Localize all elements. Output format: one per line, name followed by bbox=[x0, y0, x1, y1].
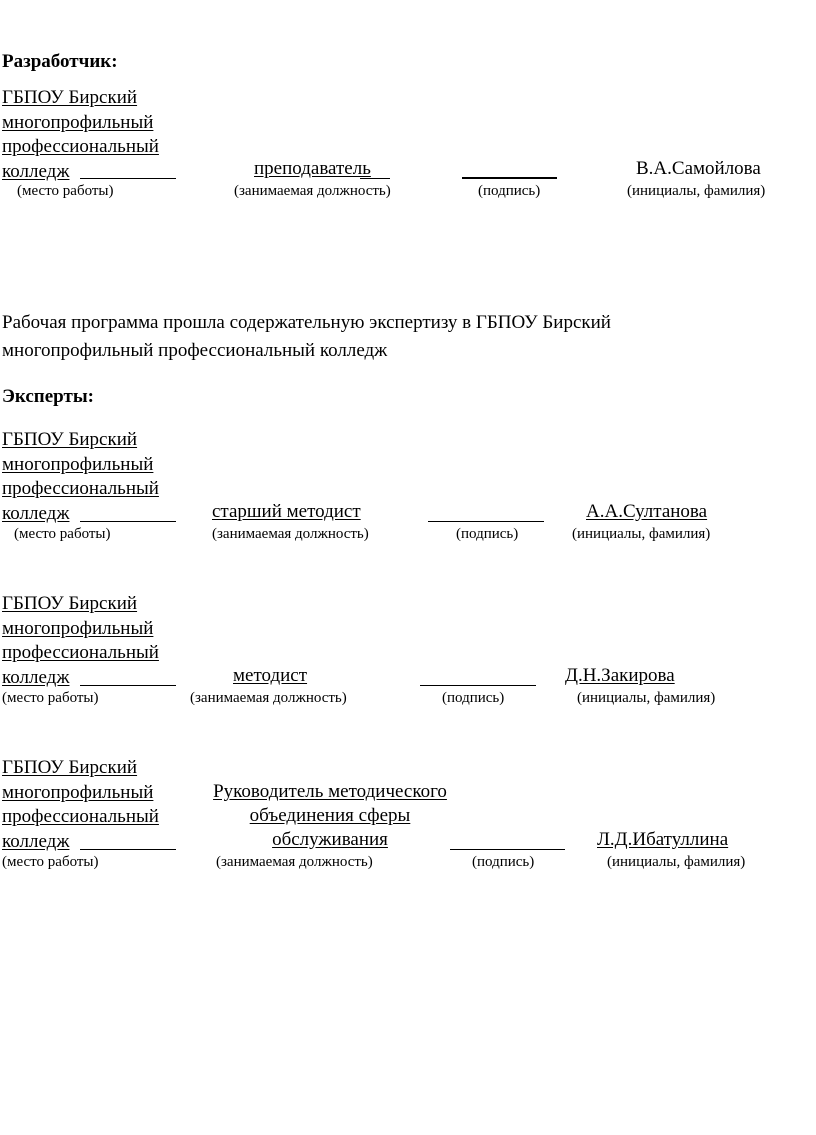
expert-org bbox=[2, 428, 159, 526]
expert-position-line: объединения сферы bbox=[249, 805, 411, 826]
org-underline bbox=[80, 521, 176, 522]
org-line: профессиональный bbox=[2, 136, 159, 157]
developer-heading: Разработчик: bbox=[2, 51, 118, 72]
expert-org bbox=[2, 756, 159, 854]
org-line: профессиональный bbox=[2, 642, 159, 663]
org-line: колледж bbox=[2, 830, 70, 852]
org-line: ГБПОУ Бирский bbox=[2, 429, 138, 450]
expert-position: старший методист bbox=[212, 501, 361, 522]
signature-line[interactable] bbox=[428, 521, 544, 522]
developer-name: В.А.Самойлова bbox=[636, 158, 761, 179]
position-underline bbox=[360, 178, 390, 179]
caption-position: (занимаемая должность) bbox=[216, 854, 373, 870]
caption-place: (место работы) bbox=[14, 526, 111, 542]
org-line: многопрофильный bbox=[2, 617, 154, 639]
caption-place: (место работы) bbox=[17, 183, 114, 199]
org-underline bbox=[80, 178, 176, 179]
org-line: ГБПОУ Бирский bbox=[2, 593, 138, 614]
caption-place: (место работы) bbox=[2, 690, 99, 706]
caption-name: (инициалы, фамилия) bbox=[627, 183, 766, 199]
org-line: ГБПОУ Бирский bbox=[2, 757, 138, 778]
org-line: колледж bbox=[2, 160, 70, 182]
caption-name: (инициалы, фамилия) bbox=[577, 690, 716, 706]
experts-heading: Эксперты: bbox=[2, 386, 94, 407]
caption-name: (инициалы, фамилия) bbox=[572, 526, 711, 542]
caption-signature: (подпись) bbox=[478, 183, 541, 199]
expert-position: методист bbox=[233, 665, 308, 686]
org-line: многопрофильный bbox=[2, 453, 154, 475]
org-line: колледж bbox=[2, 502, 70, 524]
org-line: многопрофильный bbox=[2, 111, 154, 133]
expertise-text-line: Рабочая программа прошла содержательную экспертизу в ГБПОУ Бирский bbox=[2, 312, 611, 333]
caption-place: (место работы) bbox=[2, 854, 99, 870]
org-underline bbox=[80, 685, 176, 686]
caption-name: (инициалы, фамилия) bbox=[607, 854, 746, 870]
expert-name: А.А.Султанова bbox=[586, 501, 708, 522]
org-line: колледж bbox=[2, 666, 70, 688]
signature-line[interactable] bbox=[420, 685, 536, 686]
expert-name: Д.Н.Закирова bbox=[565, 665, 675, 686]
org-line: профессиональный bbox=[2, 806, 159, 827]
expert-position-line: Руководитель методического bbox=[213, 781, 447, 802]
org-line: профессиональный bbox=[2, 478, 159, 499]
caption-signature: (подпись) bbox=[472, 854, 535, 870]
org-underline bbox=[80, 849, 176, 850]
expert-position-line: обслуживания bbox=[272, 829, 388, 850]
developer-position: преподаватель bbox=[254, 158, 371, 179]
signature-line[interactable] bbox=[462, 177, 557, 179]
caption-position: (занимаемая должность) bbox=[190, 690, 347, 706]
expert-org bbox=[2, 592, 159, 690]
caption-position: (занимаемая должность) bbox=[212, 526, 369, 542]
caption-signature: (подпись) bbox=[442, 690, 505, 706]
org-line: многопрофильный bbox=[2, 781, 154, 803]
signature-line[interactable] bbox=[450, 849, 565, 850]
expert-name: Л.Д.Ибатуллина bbox=[597, 829, 729, 850]
org-line: ГБПОУ Бирский bbox=[2, 87, 138, 108]
caption-position: (занимаемая должность) bbox=[234, 183, 391, 199]
expertise-text-line: многопрофильный профессиональный колледж bbox=[2, 340, 388, 361]
developer-org bbox=[2, 86, 159, 184]
caption-signature: (подпись) bbox=[456, 526, 519, 542]
